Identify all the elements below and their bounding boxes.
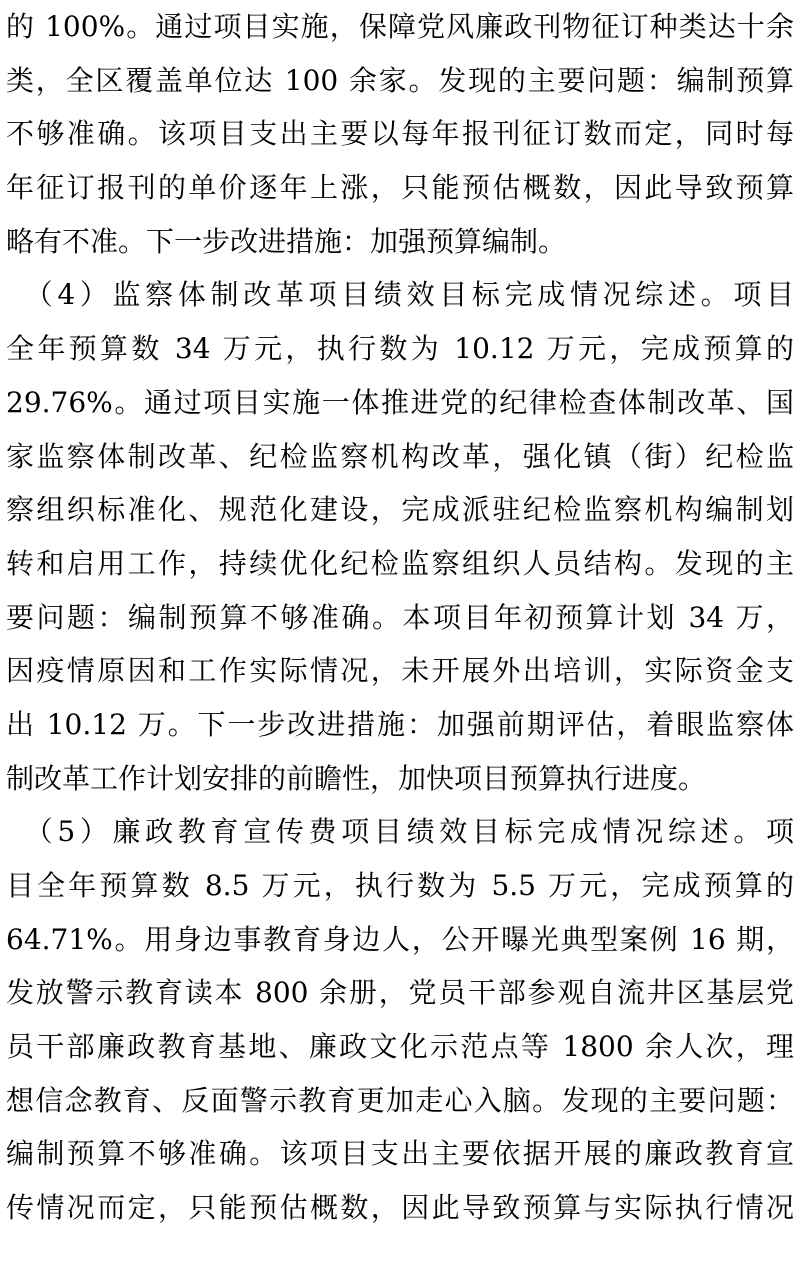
text-line: 年征订报刊的单价逐年上涨，只能预估概数，因此导致预算 [6, 171, 794, 205]
text-line: （4）监察体制改革项目绩效目标完成情况综述。项目 [6, 278, 794, 312]
text-line: 64.71%。用身边事教育身边人，公开曝光典型案例 16 期， [6, 922, 794, 956]
text-line: 家监察体制改革、纪检监察机构改革，强化镇（街）纪检监 [6, 439, 794, 473]
text-line: （5）廉政教育宣传费项目绩效目标完成情况综述。项 [6, 815, 794, 849]
text-line: 要问题：编制预算不够准确。本项目年初预算计划 34 万， [6, 600, 794, 634]
text-line: 29.76%。通过项目实施一体推进党的纪律检查体制改革、国 [6, 385, 794, 419]
text-line: 传情况而定，只能预估概数，因此导致预算与实际执行情况 [6, 1191, 794, 1225]
text-line: 制改革工作计划安排的前瞻性，加快项目预算执行进度。 [6, 761, 707, 795]
document-body [6, 0, 794, 1235]
text-line: 察组织标准化、规范化建设，完成派驻纪检监察机构编制划 [6, 493, 794, 527]
text-line: 全年预算数 34 万元，执行数为 10.12 万元，完成预算的 [6, 332, 794, 366]
text-line: 略有不准。下一步改进措施：加强预算编制。 [6, 224, 567, 258]
text-line: 的 100%。通过项目实施，保障党风廉政刊物征订种类达十余 [6, 10, 794, 43]
text-line: 员干部廉政教育基地、廉政文化示范点等 1800 余人次，理 [6, 1030, 794, 1064]
text-line: 出 10.12 万。下一步改进措施：加强前期评估，着眼监察体 [6, 707, 794, 741]
text-line: 类，全区覆盖单位达 100 余家。发现的主要问题：编制预算 [6, 63, 794, 97]
text-line: 不够准确。该项目支出主要以每年报刊征订数而定，同时每 [6, 117, 794, 151]
text-line: 想信念教育、反面警示教育更加走心入脑。发现的主要问题： [6, 1083, 794, 1117]
text-line: 因疫情原因和工作实际情况，未开展外出培训，实际资金支 [6, 654, 794, 688]
text-line: 目全年预算数 8.5 万元，执行数为 5.5 万元，完成预算的 [6, 869, 794, 902]
text-line: 发放警示教育读本 800 余册，党员干部参观自流井区基层党 [6, 976, 794, 1010]
text-line: 转和启用工作，持续优化纪检监察组织人员结构。发现的主 [6, 546, 794, 580]
text-line: 编制预算不够准确。该项目支出主要依据开展的廉政教育宣 [6, 1137, 794, 1171]
